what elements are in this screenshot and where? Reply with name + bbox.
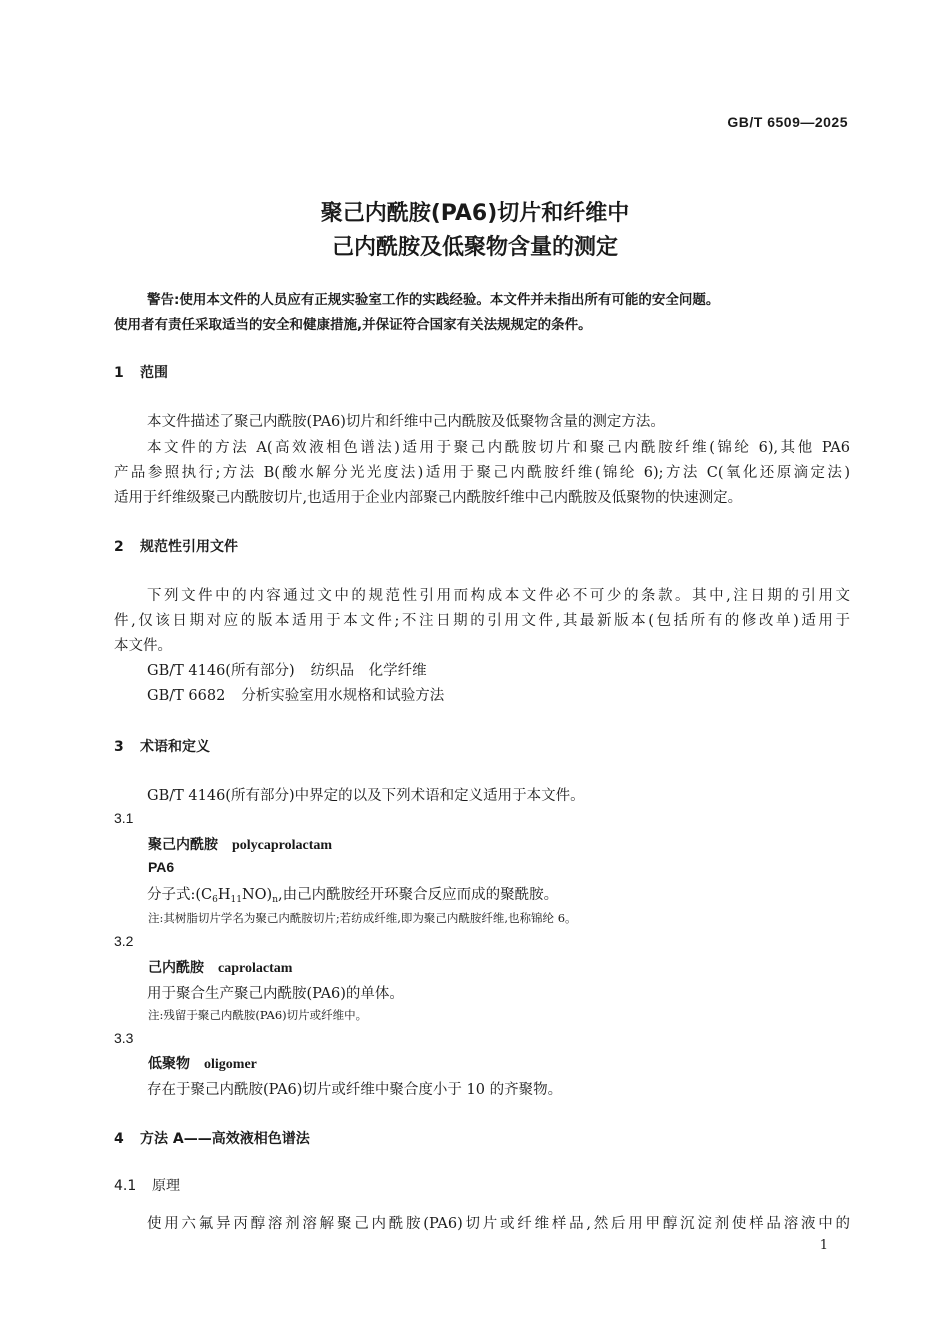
s2-paragraph-line2: 件,仅该日期对应的版本适用于本文件;不注日期的引用文件,其最新版本(包括所有的修改单)适用于 xyxy=(114,613,850,629)
term-number: 3.2 xyxy=(114,933,134,949)
standard-number: GB/T 6509—2025 xyxy=(727,114,848,130)
term-abbreviation: PA6 xyxy=(148,859,175,875)
s2-paragraph-line1: 下列文件中的内容通过文中的规范性引用而构成本文件必不可少的条款。其中,注日期的引用文 xyxy=(147,588,850,604)
term-zh: 低聚物 xyxy=(148,1056,190,1072)
term-definition: 用于聚合生产聚己内酰胺(PA6)的单体。 xyxy=(147,986,404,1002)
term-definition xyxy=(147,883,558,905)
formula-part: NO) xyxy=(241,887,273,903)
formula-part: 分子式:(C xyxy=(147,887,213,903)
formula-part: H xyxy=(217,887,231,903)
term-zh: 聚己内酰胺 xyxy=(148,837,218,853)
s1-paragraph2-line2: 产品参照执行;方法 B(酸水解分光光度法)适用于聚己内酰胺纤维(锦纶 6);方法 C(氧化还原滴定法) xyxy=(114,465,850,481)
subsection-title: 原理 xyxy=(152,1178,180,1194)
section-number: 3 xyxy=(114,739,124,755)
term-heading xyxy=(148,957,292,977)
s4-1-paragraph: 使用六氟异丙醇溶剂溶解聚己内酰胺(PA6)切片或纤维样品,然后用甲醇沉淀剂使样品溶液中的 xyxy=(147,1216,850,1232)
section-2-heading xyxy=(114,536,238,556)
section-title: 方法 A——高效液相色谱法 xyxy=(140,1131,310,1147)
reference-title: 分析实验室用水规格和试验方法 xyxy=(241,688,445,704)
formula-subscript: n xyxy=(272,895,279,905)
term-number: 3.3 xyxy=(114,1030,134,1046)
s3-intro: GB/T 4146(所有部分)中界定的以及下列术语和定义适用于本文件。 xyxy=(147,788,585,804)
reference-title: 纺织品 化学纤维 xyxy=(310,663,427,679)
section-3-heading xyxy=(114,736,210,756)
formula-subscript: 6 xyxy=(212,895,218,905)
document-title-line2: 己内酰胺及低聚物含量的测定 xyxy=(331,235,618,260)
term-en: polycaprolactam xyxy=(232,838,333,853)
term-heading xyxy=(148,1053,257,1073)
term-note: 注:残留于聚己内酰胺(PA6)切片或纤维中。 xyxy=(148,1008,368,1022)
term-definition: 存在于聚己内酰胺(PA6)切片或纤维中聚合度小于 10 的齐聚物。 xyxy=(147,1082,563,1098)
section-1-heading xyxy=(114,362,168,382)
page-number: 1 xyxy=(819,1238,828,1253)
term-heading xyxy=(148,834,332,854)
term-en: oligomer xyxy=(204,1057,257,1072)
warning-line2: 使用者有责任采取适当的安全和健康措施,并保证符合国家有关法规规定的条件。 xyxy=(114,317,592,333)
s1-paragraph2-line1: 本文件的方法 A(高效液相色谱法)适用于聚己内酰胺切片和聚己内酰胺纤维(锦纶 6),其他 PA6 xyxy=(147,440,850,456)
term-number: 3.1 xyxy=(114,810,134,826)
term-note: 注:其树脂切片学名为聚己内酰胺切片;若纺成纤维,即为聚己内酰胺纤维,也称锦纶 6。 xyxy=(148,911,577,925)
s1-paragraph2-line3: 适用于纤维级聚己内酰胺切片,也适用于企业内部聚己内酰胺纤维中己内酰胺及低聚物的快速测定。 xyxy=(114,490,743,506)
reference-item xyxy=(147,659,427,680)
subsection-4-1-heading xyxy=(114,1175,180,1195)
term-zh: 己内酰胺 xyxy=(148,960,204,976)
s2-paragraph-line3: 本文件。 xyxy=(114,638,172,654)
s1-paragraph1: 本文件描述了聚己内酰胺(PA6)切片和纤维中己内酰胺及低聚物含量的测定方法。 xyxy=(147,414,665,430)
section-title: 术语和定义 xyxy=(140,739,210,755)
subsection-number: 4.1 xyxy=(114,1178,137,1194)
reference-item xyxy=(147,684,444,705)
section-number: 2 xyxy=(114,539,124,555)
term-en: caprolactam xyxy=(218,961,293,976)
formula-subscript: 11 xyxy=(230,895,242,905)
formula-part: ,由己内酰胺经开环聚合反应而成的聚酰胺。 xyxy=(278,887,559,903)
reference-code: GB/T 4146(所有部分) xyxy=(147,663,295,679)
document-title-line1: 聚己内酰胺(PA6)切片和纤维中 xyxy=(320,201,630,226)
warning-line1: 警告:使用本文件的人员应有正规实验室工作的实践经验。本文件并未指出所有可能的安全问题。 xyxy=(147,292,720,308)
section-number: 1 xyxy=(114,365,124,381)
section-title: 范围 xyxy=(140,365,168,381)
section-4-heading xyxy=(114,1128,310,1148)
section-title: 规范性引用文件 xyxy=(140,539,238,555)
section-number: 4 xyxy=(114,1131,124,1147)
reference-code: GB/T 6682 xyxy=(147,688,226,704)
